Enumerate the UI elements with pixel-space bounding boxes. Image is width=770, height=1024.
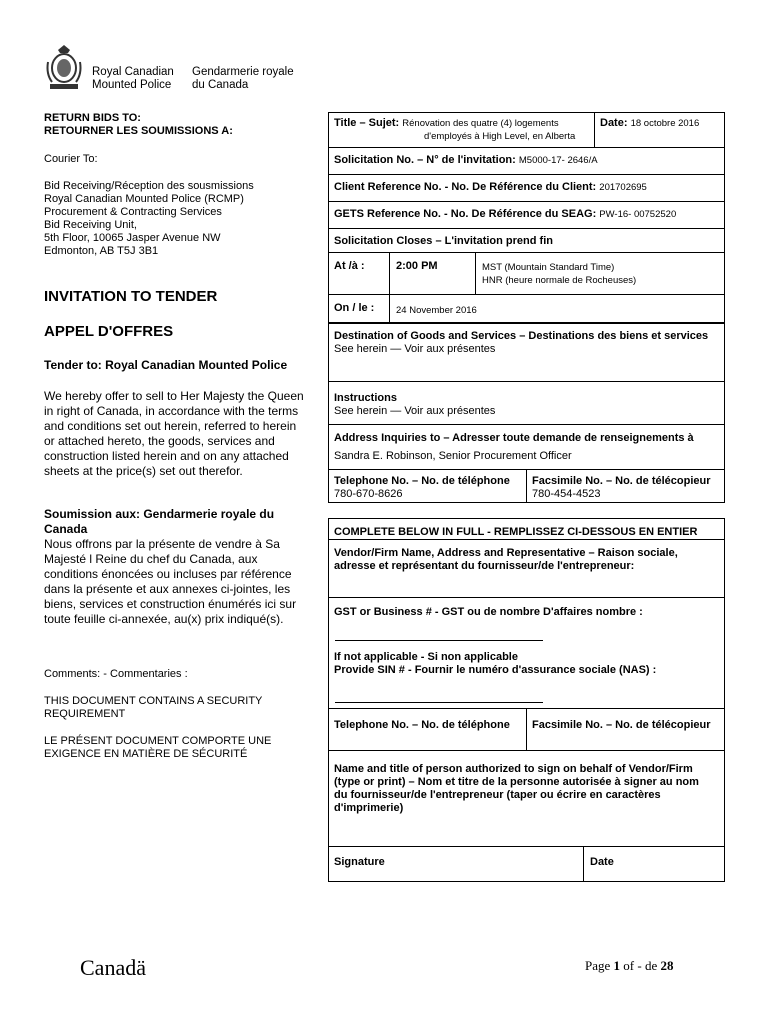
title-field	[328, 114, 594, 146]
date-value: 18 octobre 2016	[630, 118, 700, 129]
inquiries-field	[328, 429, 725, 466]
inquiries-label: Address Inquiries to – Adresser toute demande de renseignements à	[334, 432, 694, 444]
org-fr-line2: du Canada	[192, 79, 249, 91]
at-label: At /à :	[334, 260, 365, 272]
security-notice-fr: LE PRÉSENT DOCUMENT COMPORTE UNE EXIGENCE EN MATIÈRE DE SÉCURITÉ	[44, 735, 272, 760]
address-line: Bid Receiving/Réception des sousmissions	[44, 180, 254, 192]
signature-label[interactable]: Signature	[334, 856, 385, 868]
client-ref-value: 201702695	[599, 182, 647, 193]
offer-text-en: We hereby offer to sell to Her Majesty the Queen in right of Canada, in accordance with the terms and conditions set out herein, referred to herein or attached hereto, the goods, services and construction listed herein and on any attached sheets at the price(s) set out therefor.	[44, 389, 304, 478]
page-of: of - de	[623, 958, 658, 973]
sin-field[interactable]	[328, 648, 662, 680]
inquiries-contact: Sandra E. Robinson, Senior Procurement Officer	[334, 450, 572, 462]
invitation-title-en: INVITATION TO TENDER	[44, 288, 218, 305]
vendor-telephone-label[interactable]: Telephone No. – No. de téléphone	[334, 719, 510, 731]
closing-date: 24 November 2016	[396, 305, 477, 316]
destination-field	[328, 327, 718, 359]
invitation-title-fr: APPEL D'OFFRES	[44, 323, 174, 340]
instructions-label: Instructions	[334, 392, 397, 404]
address-line: Royal Canadian Mounted Police (RCMP)	[44, 193, 244, 205]
canada-wordmark: Canadä	[80, 955, 146, 980]
title-value-2: d'employés à High Level, en Alberta	[424, 131, 576, 142]
telephone-value: 780-670-8626	[334, 488, 403, 500]
offer-text-fr: Nous offrons par la présente de vendre à Sa Majesté l Reine du chef du Canada, aux conditions énoncées ou incluses par référence dans la présente et aux annexes ci-jointes, les biens, services et construction énumérés ici sur toute feuille ci-annexée, au(x) prix indiqué(s).	[44, 537, 297, 626]
title-value-1: Rénovation des quatre (4) logements	[402, 118, 559, 129]
address-line: Edmonton, AB T5J 3B1	[44, 245, 159, 257]
authorized-person-label[interactable]: Name and title of person authorized to sign on behalf of Vendor/Firm (type or print) – Nom et titre de la personne autorisée à signer au nom du fournisseur/de l'entrepreneur (taper ou écrire en caractères d'imprimerie)	[334, 763, 699, 814]
page-indicator	[585, 958, 673, 974]
address-line: Procurement & Contracting Services	[44, 206, 222, 218]
client-ref-label: Client Reference No. - No. De Référence du Client:	[334, 181, 597, 193]
sin-label: Provide SIN # - Fournir le numéro d'assurance sociale (NAS) :	[334, 664, 657, 676]
telephone-field	[328, 472, 516, 504]
gets-reference	[328, 205, 682, 224]
return-bids-en: RETURN BIDS TO:	[44, 112, 141, 124]
telephone-label: Telephone No. – No. de téléphone	[334, 475, 510, 487]
instructions-value: See herein — Voir aux présentes	[334, 405, 496, 417]
title-label: Title – Sujet:	[334, 117, 400, 129]
gets-label: GETS Reference No. - No. De Référence du SEAG:	[334, 208, 597, 220]
page-total: 28	[660, 958, 674, 973]
solicitation-number	[328, 151, 604, 170]
gets-value: PW-16- 00752520	[599, 209, 677, 220]
address-line: 5th Floor, 10065 Jasper Avenue NW	[44, 232, 221, 244]
gst-blank-line[interactable]	[335, 640, 543, 641]
return-bids-fr: RETOURNER LES SOUMISSIONS A:	[44, 125, 233, 137]
org-fr-line1: Gendarmerie royale	[192, 66, 294, 78]
solicitation-closes: Solicitation Closes – L'invitation prend fin	[334, 235, 553, 247]
soumission-heading: Soumission aux: Gendarmerie royale du Canada	[44, 507, 275, 536]
org-en-line1: Royal Canadian	[92, 66, 174, 78]
bid-address	[44, 180, 254, 258]
vendor-name-label[interactable]: Vendor/Firm Name, Address and Representative – Raison sociale, adresse et représentant du fournisseur/de l'entrepreneur:	[334, 547, 678, 572]
page-prefix: Page	[585, 958, 611, 973]
vendor-facsimile-label[interactable]: Facsimile No. – No. de télécopieur	[532, 719, 711, 731]
gst-label[interactable]: GST or Business # - GST ou de nombre D'affaires nombre :	[334, 606, 643, 618]
destination-label: Destination of Goods and Services – Destinations des biens et services	[334, 330, 709, 342]
destination-value: See herein — Voir aux présentes	[334, 343, 496, 355]
timezone	[476, 258, 642, 290]
address-line: Bid Receiving Unit,	[44, 219, 137, 231]
courier-label: Courier To:	[44, 153, 98, 165]
date-field	[594, 114, 725, 133]
date-label: Date:	[600, 117, 628, 129]
solicitation-label: Solicitation No. – N° de l'invitation:	[334, 154, 516, 166]
on-label: On / le :	[334, 302, 375, 314]
rcmp-crest-icon	[44, 44, 84, 92]
signature-date-label[interactable]: Date	[590, 856, 614, 868]
timezone-fr: HNR (heure normale de Rocheuses)	[482, 275, 637, 286]
instructions-field	[328, 389, 501, 421]
organization-name	[92, 66, 294, 92]
solicitation-value: M5000-17- 2646/A	[518, 155, 598, 166]
facsimile-value: 780-454-4523	[532, 488, 601, 500]
sin-blank-line[interactable]	[335, 702, 543, 703]
complete-below-heading: COMPLETE BELOW IN FULL - REMPLISSEZ CI-DESSOUS EN ENTIER	[334, 526, 698, 538]
comments-label: Comments: - Commentaries :	[44, 668, 188, 680]
not-applicable-label: If not applicable - Si non applicable	[334, 651, 518, 663]
timezone-en: MST (Mountain Standard Time)	[482, 262, 615, 273]
facsimile-label: Facsimile No. – No. de télécopieur	[532, 475, 711, 487]
page-number: 1	[613, 958, 621, 973]
closing-time: 2:00 PM	[396, 260, 438, 272]
org-en-line2: Mounted Police	[92, 79, 172, 91]
tender-to: Tender to: Royal Canadian Mounted Police	[44, 358, 288, 372]
security-notice-en: THIS DOCUMENT CONTAINS A SECURITY REQUIREMENT	[44, 695, 263, 720]
facsimile-field	[526, 472, 717, 504]
client-reference	[328, 178, 653, 197]
